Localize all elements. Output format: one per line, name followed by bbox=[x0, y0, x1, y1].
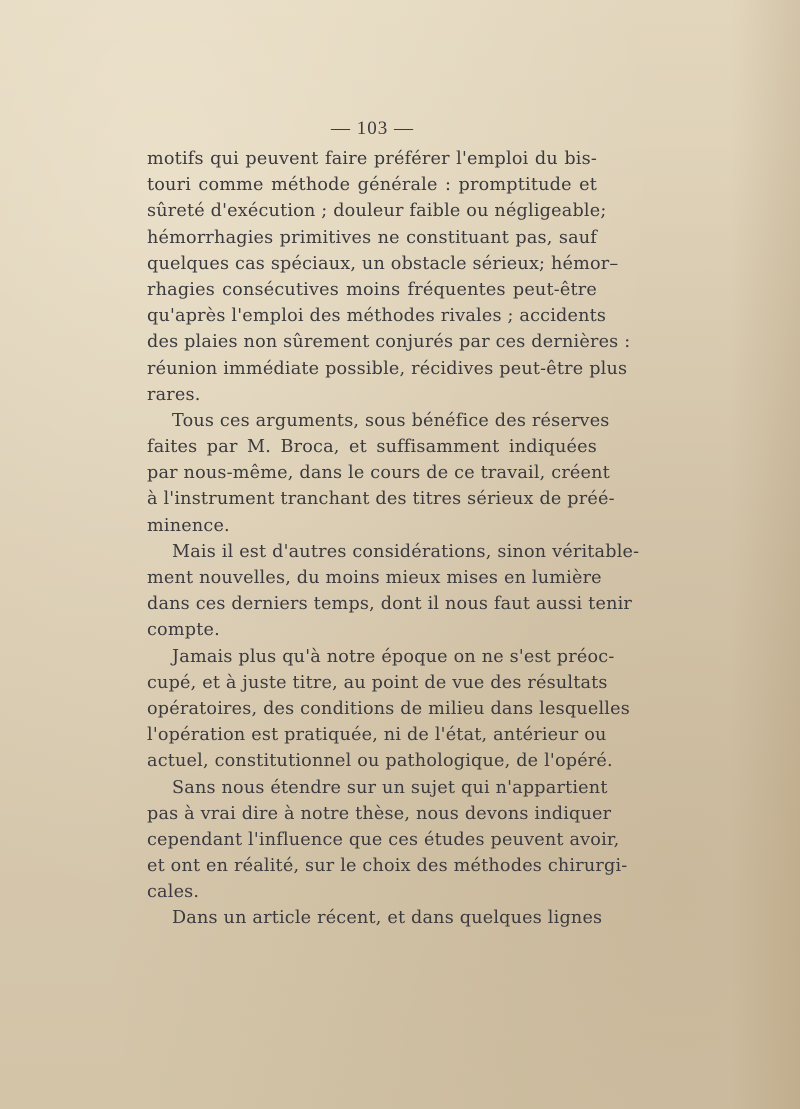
page-edge-shadow bbox=[730, 0, 800, 1109]
body-text bbox=[147, 146, 640, 932]
text-line: Jamais plus qu'à notre époque on ne s'est préoc- bbox=[172, 646, 615, 667]
text-line: rares. bbox=[147, 384, 201, 405]
text-line: hémorrhagies primitives ne constituant pas, sauf bbox=[147, 227, 597, 248]
text-line: dans ces derniers temps, dont il nous faut aussi tenir bbox=[147, 594, 633, 615]
text-line: compte. bbox=[147, 620, 220, 641]
text-line: et ont en réalité, sur le choix des méthodes chirurgi- bbox=[147, 856, 628, 877]
text-line: minence. bbox=[147, 515, 230, 536]
text-line: l'opération est pratiquée, ni de l'état, antérieur ou bbox=[147, 725, 607, 746]
text-line: faites par M. Broca, et suffisamment indiquées bbox=[147, 437, 597, 458]
text-line: réunion immédiate possible, récidives peut-être plus bbox=[147, 358, 628, 379]
text-line: actuel, constitutionnel ou pathologique, de l'opéré. bbox=[147, 751, 613, 772]
text-line: motifs qui peuvent faire préférer l'emploi du bis- bbox=[147, 149, 597, 169]
text-line: touri comme méthode générale : promptitude et bbox=[147, 175, 597, 196]
text-line: opératoires, des conditions de milieu dans lesquelles bbox=[147, 698, 630, 719]
page-number: — 103 — bbox=[331, 118, 414, 139]
text-line: Tous ces arguments, sous bénéfice des réserves bbox=[172, 410, 610, 431]
text-line: cales. bbox=[147, 882, 200, 903]
text-line: Sans nous étendre sur un sujet qui n'appartient bbox=[172, 777, 608, 798]
text-line: quelques cas spéciaux, un obstacle sérieux; hémor– bbox=[147, 253, 619, 274]
text-line: Dans un article récent, et dans quelques lignes bbox=[172, 908, 603, 929]
text-line: qu'après l'emploi des méthodes rivales ; accidents bbox=[147, 306, 607, 327]
text-line: sûreté d'exécution ; douleur faible ou négligeable; bbox=[147, 201, 607, 222]
text-line: ment nouvelles, du moins mieux mises en lumière bbox=[147, 568, 602, 588]
text-line: cependant l'influence que ces études peuvent avoir, bbox=[147, 829, 620, 850]
text-line: rhagies consécutives moins fréquentes peut-être bbox=[147, 279, 597, 300]
text-line: des plaies non sûrement conjurés par ces dernières : bbox=[147, 332, 631, 353]
text-line: à l'instrument tranchant des titres sérieux de préé- bbox=[147, 489, 615, 510]
text-line: cupé, et à juste titre, au point de vue des résultats bbox=[147, 672, 608, 693]
text-line: Mais il est d'autres considérations, sinon véritable- bbox=[172, 541, 640, 562]
text-line: par nous-même, dans le cours de ce travail, créent bbox=[147, 463, 610, 484]
text-line: pas à vrai dire à notre thèse, nous devons indiquer bbox=[147, 803, 612, 824]
